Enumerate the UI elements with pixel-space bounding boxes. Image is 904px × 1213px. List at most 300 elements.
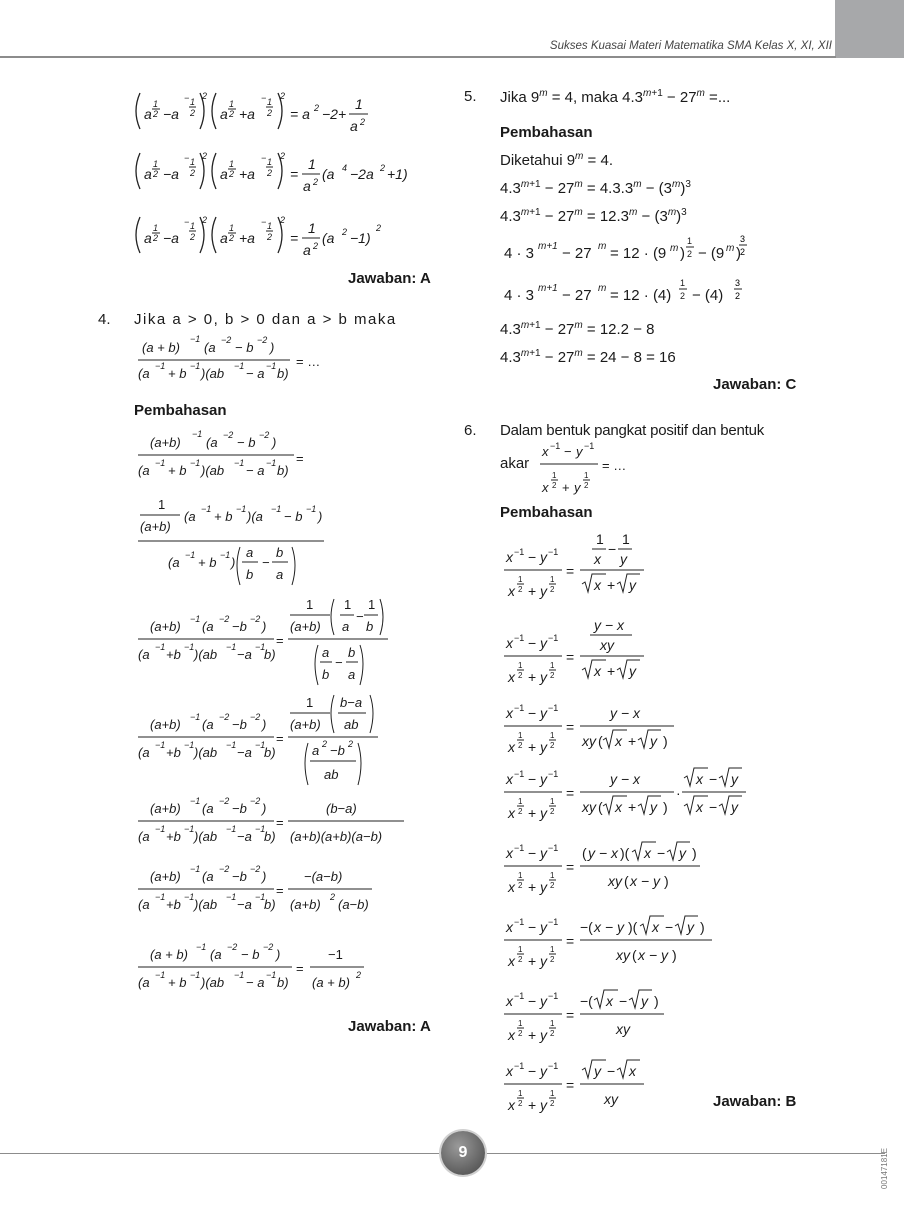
svg-text:)(: )( xyxy=(628,919,638,935)
svg-text:+ b: + b xyxy=(214,509,233,524)
svg-text:ab: ab xyxy=(344,717,359,732)
svg-text:−1: −1 xyxy=(184,642,195,652)
svg-text:): ) xyxy=(692,845,697,861)
svg-text:a: a xyxy=(312,743,320,758)
svg-text:2: 2 xyxy=(229,233,235,243)
svg-text:− (9: − (9 xyxy=(698,245,725,262)
svg-text:(a: (a xyxy=(322,230,335,246)
svg-text:−1: −1 xyxy=(584,441,595,451)
svg-text:): ) xyxy=(262,619,267,634)
svg-text:b): b) xyxy=(264,897,276,912)
q3-derivation xyxy=(130,85,450,270)
svg-text:): ) xyxy=(231,555,236,570)
svg-text:−2: −2 xyxy=(250,614,261,624)
svg-text:): ) xyxy=(700,919,705,935)
svg-text:a: a xyxy=(303,178,311,194)
svg-text:(a+b): (a+b) xyxy=(290,717,321,732)
svg-text:(a: (a xyxy=(138,829,150,844)
svg-text:−: − xyxy=(608,541,617,557)
svg-text:2: 2 xyxy=(280,151,286,161)
svg-text:2: 2 xyxy=(360,117,366,127)
svg-text:xy: xy xyxy=(582,733,596,749)
svg-text:): ) xyxy=(272,435,277,450)
svg-text:3: 3 xyxy=(740,234,746,244)
svg-text:2: 2 xyxy=(202,151,208,161)
svg-text:+: + xyxy=(607,663,616,679)
svg-text:(: ( xyxy=(582,845,587,861)
svg-text:−1: −1 xyxy=(196,942,207,952)
q5-q-part3: − 27 xyxy=(662,89,697,106)
svg-text:x: x xyxy=(629,1063,636,1079)
svg-text:(a+b): (a+b) xyxy=(140,519,171,534)
svg-text:−1: −1 xyxy=(155,892,166,902)
svg-text:(a: (a xyxy=(138,366,150,381)
svg-text:−1: −1 xyxy=(190,334,201,344)
q5-step2: $4.3^{m+1} - 27^m = 12.3^m - (3^m)^3$ xyxy=(500,207,687,225)
q6-number: 6. xyxy=(464,422,477,439)
svg-text:−2: −2 xyxy=(221,335,232,345)
svg-text:a: a xyxy=(276,567,284,582)
svg-text:x: x xyxy=(644,845,651,861)
q4-question: Jika a > 0, b > 0 dan a > b maka xyxy=(134,311,397,328)
svg-text:−a: −a xyxy=(237,745,252,760)
q6-derivation: x −1 − y −1 x1 + y1 = 1x − 1y x + y y − x xy x + y y − x xy ( x + y ) y − x xy ( x + y ) · x − y x − y ( y − x )( x − y ) xy ( x − y ) −( x − y )( x − y ) xy ( x − y ) −( x − y ) xy y − x xy xyxy=(500,526,760,1106)
svg-text:b): b) xyxy=(277,366,289,381)
svg-text:1: 1 xyxy=(153,223,159,233)
svg-text:−1: −1 xyxy=(190,614,201,624)
svg-text:1: 1 xyxy=(229,223,235,233)
svg-text:): ) xyxy=(276,947,281,962)
svg-text:): ) xyxy=(318,509,323,524)
svg-text:−1: −1 xyxy=(234,361,245,371)
svg-text:− a: − a xyxy=(246,366,265,381)
svg-text:=: = xyxy=(290,230,299,246)
svg-text:+b: +b xyxy=(166,745,181,760)
svg-text:1: 1 xyxy=(306,695,314,710)
svg-text:(a: (a xyxy=(138,897,150,912)
svg-text:x: x xyxy=(606,993,613,1009)
svg-text:−1): −1) xyxy=(350,230,371,246)
svg-text:+a: +a xyxy=(239,230,255,246)
svg-text:(a: (a xyxy=(210,947,222,962)
svg-text:−a: −a xyxy=(163,230,179,246)
svg-text:(a+b)(a+b)(a−b): (a+b)(a+b)(a−b) xyxy=(290,829,383,844)
q5-steps-fractional xyxy=(500,230,740,310)
svg-text:a: a xyxy=(342,619,350,634)
svg-text:1: 1 xyxy=(622,531,630,547)
svg-text:(a: (a xyxy=(206,435,218,450)
svg-text:−1: −1 xyxy=(226,824,237,834)
svg-text:·: · xyxy=(676,785,681,801)
svg-text:2: 2 xyxy=(348,739,354,749)
svg-text:−1: −1 xyxy=(185,550,196,560)
svg-text:2: 2 xyxy=(740,247,746,257)
svg-text:): ) xyxy=(663,799,668,815)
svg-text:a: a xyxy=(350,118,358,134)
svg-text:+1): +1) xyxy=(387,166,408,182)
svg-text:−a: −a xyxy=(237,647,252,662)
svg-text:)(ab: )(ab xyxy=(194,745,218,760)
svg-text:−: − xyxy=(619,993,628,1009)
svg-text:−2a: −2a xyxy=(350,166,374,182)
svg-text:1: 1 xyxy=(680,278,686,288)
svg-text:−2+: −2+ xyxy=(322,106,347,122)
svg-text:−: − xyxy=(665,919,674,935)
svg-text:y − x: y − x xyxy=(588,845,618,861)
svg-text:)(ab: )(ab xyxy=(201,463,225,478)
svg-text:−1: −1 xyxy=(190,864,201,874)
svg-text:(b−a): (b−a) xyxy=(326,801,357,816)
svg-text:= …: = … xyxy=(602,458,627,473)
svg-text:b): b) xyxy=(264,647,276,662)
svg-text:2: 2 xyxy=(153,109,159,119)
svg-text:2: 2 xyxy=(680,291,686,301)
svg-text:(: ( xyxy=(598,733,603,749)
svg-text:): ) xyxy=(262,869,267,884)
svg-text:(a: (a xyxy=(138,463,150,478)
svg-text:y − x: y − x xyxy=(610,771,640,787)
svg-text:2: 2 xyxy=(280,91,286,101)
svg-text:y: y xyxy=(687,919,694,935)
svg-text:(a+b): (a+b) xyxy=(150,801,181,816)
svg-text:y: y xyxy=(731,799,738,815)
q3-answer: Jawaban: A xyxy=(348,270,431,287)
svg-text:− a: − a xyxy=(246,463,265,478)
q6-question-line1: Dalam bentuk pangkat positif dan bentuk xyxy=(500,422,765,439)
svg-text:+: + xyxy=(628,733,637,749)
svg-text:1: 1 xyxy=(344,597,352,612)
svg-text:m+1: m+1 xyxy=(538,283,558,294)
svg-text:y: y xyxy=(620,551,627,567)
svg-text:(a: (a xyxy=(138,647,150,662)
svg-text:−1: −1 xyxy=(255,892,266,902)
svg-text:1: 1 xyxy=(355,96,363,112)
svg-text:x: x xyxy=(696,799,703,815)
svg-text:−1: −1 xyxy=(155,642,166,652)
svg-text:2: 2 xyxy=(280,215,286,225)
svg-text:−1: −1 xyxy=(155,824,166,834)
svg-text:2: 2 xyxy=(313,177,319,187)
svg-text:−2: −2 xyxy=(250,864,261,874)
svg-text:y: y xyxy=(594,1063,601,1079)
svg-text:b: b xyxy=(276,545,284,560)
svg-text:)(ab: )(ab xyxy=(194,897,218,912)
svg-text:−1: −1 xyxy=(255,740,266,750)
svg-text:): ) xyxy=(270,340,275,355)
q5-diketahui-part1: Diketahui 9 xyxy=(500,152,576,169)
svg-text:−2: −2 xyxy=(263,942,274,952)
svg-text:xy: xy xyxy=(616,947,630,963)
svg-text:): ) xyxy=(664,873,669,889)
svg-text:b): b) xyxy=(264,745,276,760)
svg-text:2: 2 xyxy=(267,168,273,178)
svg-text:−1: −1 xyxy=(184,892,195,902)
svg-text:x: x xyxy=(615,733,622,749)
svg-text:−1: −1 xyxy=(226,740,237,750)
svg-text:xy: xy xyxy=(600,637,614,653)
svg-text:1: 1 xyxy=(596,531,604,547)
svg-text:2: 2 xyxy=(267,108,273,118)
svg-text:− b: − b xyxy=(235,340,254,355)
svg-text:2: 2 xyxy=(190,232,196,242)
q4-answer: Jawaban: A xyxy=(348,1018,431,1035)
svg-text:1: 1 xyxy=(308,220,316,236)
svg-text:=: = xyxy=(276,815,284,830)
page-number-badge: 9 xyxy=(441,1131,485,1175)
svg-text:+b: +b xyxy=(166,647,181,662)
svg-text:1: 1 xyxy=(308,156,316,172)
svg-text:m: m xyxy=(726,243,735,254)
svg-text:−1: −1 xyxy=(201,504,212,514)
q5-step1: $4.3^{m+1} - 27^m = 4.3.3^m - (3^m)^3$ xyxy=(500,179,691,197)
footer-rule-left xyxy=(0,1153,441,1154)
q5-number: 5. xyxy=(464,88,477,105)
svg-text:2: 2 xyxy=(267,232,273,242)
svg-text:m+1: m+1 xyxy=(538,241,558,252)
svg-text:a: a xyxy=(246,545,254,560)
svg-text:− (4): − (4) xyxy=(692,287,724,304)
q5-q-part1: Jika 9 xyxy=(500,89,540,106)
svg-text:a: a xyxy=(144,230,152,246)
svg-text:−b: −b xyxy=(232,717,247,732)
svg-text:−1: −1 xyxy=(155,458,166,468)
svg-text:m: m xyxy=(598,283,607,294)
svg-text:−: − xyxy=(564,444,572,459)
svg-text:− b: − b xyxy=(237,435,256,450)
svg-text:(a: (a xyxy=(322,166,335,182)
svg-text:−1: −1 xyxy=(155,361,166,371)
svg-text:y: y xyxy=(576,444,583,459)
svg-text:a: a xyxy=(220,166,228,182)
svg-text:+: + xyxy=(562,480,570,495)
svg-text:(a+b): (a+b) xyxy=(150,619,181,634)
q4-derivation xyxy=(134,425,444,1010)
svg-text:)(ab: )(ab xyxy=(194,647,218,662)
svg-text:−: − xyxy=(184,217,190,227)
svg-text:y: y xyxy=(650,799,657,815)
svg-text:(a: (a xyxy=(202,717,214,732)
svg-text:4: 4 xyxy=(342,163,348,173)
svg-text:(a+b): (a+b) xyxy=(150,717,181,732)
svg-text:ab: ab xyxy=(324,767,339,782)
svg-text:+ b: + b xyxy=(198,555,217,570)
svg-text:b−a: b−a xyxy=(340,695,363,710)
svg-text:−: − xyxy=(261,153,267,163)
svg-text:)(: )( xyxy=(620,845,630,861)
svg-text:a: a xyxy=(348,667,356,682)
svg-text:−: − xyxy=(184,93,190,103)
svg-text:−1: −1 xyxy=(184,740,195,750)
svg-text:b: b xyxy=(348,645,356,660)
svg-text:(a: (a xyxy=(204,340,216,355)
q5-exp-3-2-a xyxy=(738,232,754,258)
svg-text:2: 2 xyxy=(687,249,693,259)
svg-text:2: 2 xyxy=(202,215,208,225)
svg-text:2: 2 xyxy=(376,223,382,233)
svg-text:−1: −1 xyxy=(190,796,201,806)
svg-text:y − x: y − x xyxy=(594,617,624,633)
svg-text:(a: (a xyxy=(138,975,150,990)
svg-text:y: y xyxy=(650,733,657,749)
svg-text:=: = xyxy=(276,633,284,648)
svg-text:1: 1 xyxy=(190,221,196,231)
svg-text:−2: −2 xyxy=(259,430,270,440)
svg-text:+a: +a xyxy=(239,106,255,122)
svg-text:−1: −1 xyxy=(190,458,201,468)
svg-text:−1: −1 xyxy=(190,712,201,722)
svg-text:−a: −a xyxy=(237,897,252,912)
svg-text:−1: −1 xyxy=(190,970,201,980)
svg-text:(a + b): (a + b) xyxy=(142,340,180,355)
svg-text:4 · 3: 4 · 3 xyxy=(504,245,535,262)
svg-text:−1: −1 xyxy=(271,504,282,514)
svg-text:y: y xyxy=(641,993,648,1009)
svg-text:1: 1 xyxy=(190,97,196,107)
svg-text:x − y: x − y xyxy=(630,873,660,889)
svg-text:2: 2 xyxy=(153,169,159,179)
svg-text:1: 1 xyxy=(190,157,196,167)
svg-text:(a: (a xyxy=(202,869,214,884)
svg-text:−: − xyxy=(262,555,270,570)
svg-text:−1: −1 xyxy=(190,361,201,371)
svg-text:1: 1 xyxy=(306,597,314,612)
svg-text:x: x xyxy=(594,551,601,567)
svg-text:−b: −b xyxy=(232,801,247,816)
svg-text:−(: −( xyxy=(580,993,593,1009)
svg-text:+b: +b xyxy=(166,897,181,912)
q5-q-part2: = 4, maka 4.3 xyxy=(547,89,644,106)
svg-text:1: 1 xyxy=(552,471,557,480)
svg-text:−: − xyxy=(709,799,718,815)
svg-text:−2: −2 xyxy=(257,335,268,345)
svg-text:a: a xyxy=(144,106,152,122)
q6-pembahasan: Pembahasan xyxy=(500,504,593,521)
q5-diketahui-part2: = 4. xyxy=(583,152,613,169)
svg-text:−2: −2 xyxy=(219,796,230,806)
svg-text:−: − xyxy=(261,217,267,227)
svg-text:− 27: − 27 xyxy=(562,245,592,262)
svg-text:x: x xyxy=(542,444,549,459)
svg-text:x: x xyxy=(594,577,601,593)
svg-text:= 12 · (9: = 12 · (9 xyxy=(610,245,667,262)
svg-text:x: x xyxy=(542,480,549,495)
svg-text:2: 2 xyxy=(342,227,348,237)
q6-answer: Jawaban: B xyxy=(713,1093,797,1110)
svg-text:2: 2 xyxy=(552,481,557,490)
svg-text:2: 2 xyxy=(313,241,319,251)
svg-text:=: = xyxy=(296,451,304,466)
svg-text:a: a xyxy=(220,106,228,122)
svg-text:−: − xyxy=(184,153,190,163)
svg-text:(a+b): (a+b) xyxy=(290,619,321,634)
svg-text:(a + b): (a + b) xyxy=(312,975,350,990)
svg-text:y: y xyxy=(731,771,738,787)
svg-text:−1: −1 xyxy=(266,458,277,468)
svg-text:)(a: )(a xyxy=(247,509,263,524)
svg-text:y: y xyxy=(679,845,686,861)
svg-text:1: 1 xyxy=(153,159,159,169)
svg-text:(: ( xyxy=(598,799,603,815)
svg-text:(: ( xyxy=(632,947,637,963)
svg-text:(a: (a xyxy=(168,555,180,570)
svg-text:−a: −a xyxy=(163,166,179,182)
header-rule xyxy=(0,56,836,58)
svg-text:a: a xyxy=(303,242,311,258)
q5-diketahui: Diketahui $9^m = 4$. xyxy=(500,151,613,169)
q5-answer: Jawaban: C xyxy=(713,376,797,393)
q5-step6: $4.3^{m+1} - 27^m = 24 - 8 = 16$ xyxy=(500,348,676,366)
svg-text:+ b: + b xyxy=(168,366,187,381)
svg-text:=: = xyxy=(290,166,299,182)
svg-text:−: − xyxy=(356,609,364,624)
svg-text:− b: − b xyxy=(284,509,303,524)
svg-text:1: 1 xyxy=(368,597,376,612)
svg-text:2: 2 xyxy=(735,291,741,301)
svg-text:2: 2 xyxy=(330,892,336,902)
svg-text:−1: −1 xyxy=(226,642,237,652)
svg-text:): ) xyxy=(672,947,677,963)
svg-text:−1: −1 xyxy=(328,947,343,962)
svg-text:): ) xyxy=(680,245,685,262)
svg-text:−1: −1 xyxy=(550,441,561,451)
svg-text:(a + b): (a + b) xyxy=(150,947,188,962)
svg-text:= a: = a xyxy=(290,106,310,122)
svg-text:+ b: + b xyxy=(168,463,187,478)
svg-text:b): b) xyxy=(277,463,289,478)
svg-text:3: 3 xyxy=(735,278,741,288)
svg-text:= …: = … xyxy=(296,354,321,369)
svg-text:−1: −1 xyxy=(226,892,237,902)
svg-text:= 12 · (4): = 12 · (4) xyxy=(610,287,672,304)
svg-text:xy: xy xyxy=(582,799,596,815)
svg-text:+a: +a xyxy=(239,166,255,182)
svg-text:b: b xyxy=(366,619,374,634)
svg-text:=: = xyxy=(276,731,284,746)
svg-text:2: 2 xyxy=(314,103,320,113)
svg-text:2: 2 xyxy=(190,108,196,118)
svg-text:x: x xyxy=(652,919,659,935)
svg-text:b: b xyxy=(322,667,330,682)
svg-text:2: 2 xyxy=(584,481,589,490)
svg-text:2: 2 xyxy=(202,91,208,101)
footer-rule-right xyxy=(485,1153,885,1154)
svg-text:b): b) xyxy=(277,975,289,990)
svg-text:− a: − a xyxy=(246,975,265,990)
svg-text:x: x xyxy=(615,799,622,815)
svg-text:1: 1 xyxy=(267,221,273,231)
svg-text:(a−b): (a−b) xyxy=(338,897,369,912)
svg-text:−2: −2 xyxy=(219,864,230,874)
svg-text:)(ab: )(ab xyxy=(194,829,218,844)
svg-text:1: 1 xyxy=(229,159,235,169)
svg-text:−: − xyxy=(607,1063,616,1079)
q6-expression xyxy=(536,440,646,500)
svg-text:1: 1 xyxy=(687,236,693,246)
svg-text:−1: −1 xyxy=(236,504,247,514)
svg-text:2: 2 xyxy=(190,168,196,178)
svg-text:−1: −1 xyxy=(220,550,231,560)
svg-text:=: = xyxy=(296,961,304,976)
svg-text:2: 2 xyxy=(356,970,362,980)
svg-text:x − y: x − y xyxy=(638,947,668,963)
svg-text:−1: −1 xyxy=(306,504,317,514)
svg-text:−2: −2 xyxy=(219,614,230,624)
svg-text:)(ab: )(ab xyxy=(201,366,225,381)
svg-text:−b: −b xyxy=(232,619,247,634)
svg-text:y: y xyxy=(629,577,636,593)
svg-text:−(: −( xyxy=(580,919,593,935)
svg-text:−2: −2 xyxy=(223,430,234,440)
